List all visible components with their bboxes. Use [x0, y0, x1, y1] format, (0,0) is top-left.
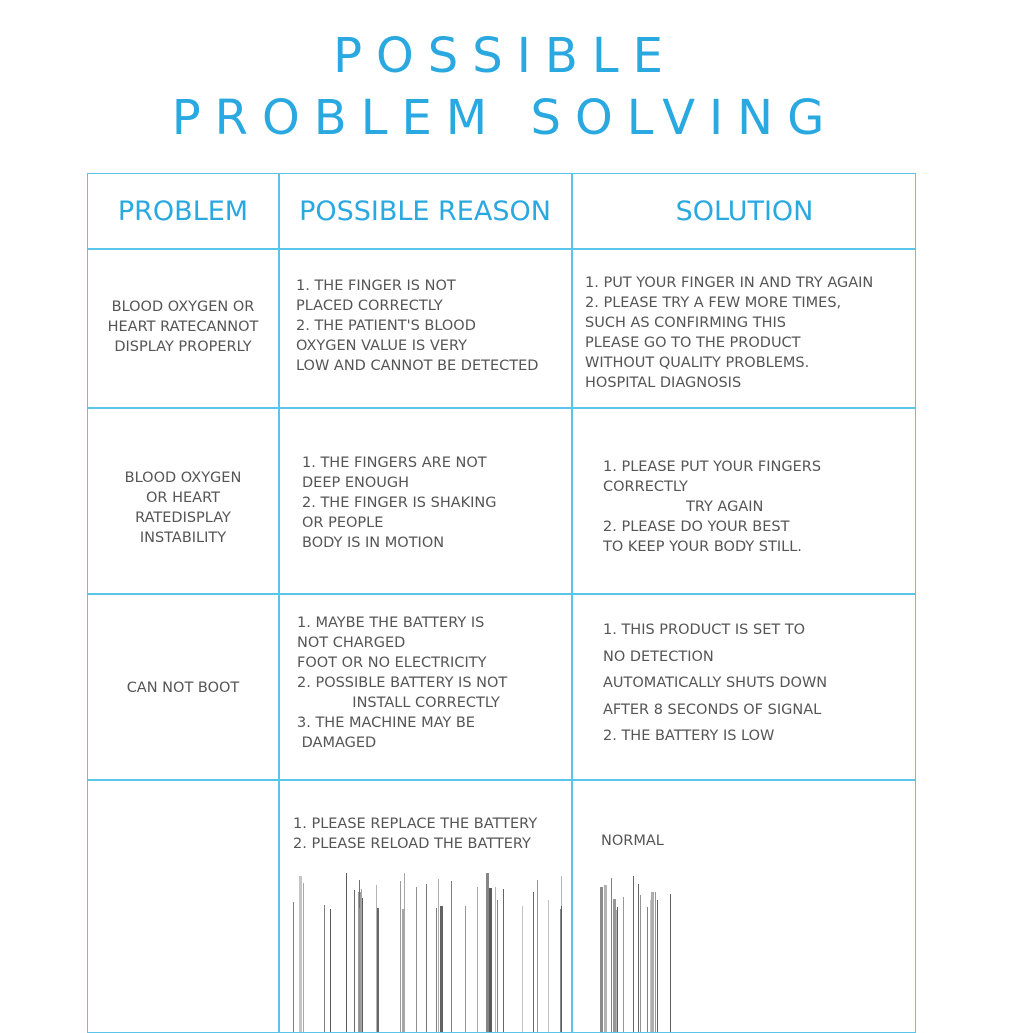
stripe [633, 876, 634, 1032]
row-4-reason: 1. PLEASE REPLACE THE BATTERY 2. PLEASE RELOAD THE BATTERY [293, 816, 538, 852]
row-1-solution: 1. PUT YOUR FINGER IN AND TRY AGAIN 2. PLEASE TRY A FEW MORE TIMES, SUCH AS CONFIRMING THIS PLEASE GO TO THE PRODUCT WITHOUT QUALITY PROBLEMS. HOSPITAL DIAGNOSIS [585, 275, 874, 391]
stripe [416, 887, 417, 1032]
stripe [362, 898, 363, 1032]
stripe [617, 907, 618, 1032]
row-divider [88, 779, 915, 781]
stripe [548, 900, 549, 1032]
stripe [651, 892, 654, 1032]
column-divider [571, 174, 573, 1032]
title-line-1: POSSIBLE [333, 28, 677, 84]
troubleshooting-table [87, 173, 916, 1033]
stripe [537, 880, 538, 1032]
title-line-2: PROBLEM SOLVING [171, 90, 839, 146]
stripe [503, 889, 504, 1032]
stripe [495, 887, 496, 1032]
row-2-problem: BLOOD OXYGEN OR HEART RATEDISPLAY INSTABILITY [124, 470, 242, 546]
stripe [533, 892, 534, 1032]
stripe [354, 890, 355, 1032]
stripe [299, 876, 302, 1032]
column-divider [278, 174, 280, 1032]
stripe [293, 902, 294, 1032]
stripe [647, 907, 648, 1032]
stripe [640, 895, 641, 1032]
stripe [611, 878, 612, 1032]
row-1-problem: BLOOD OXYGEN OR HEART RATECANNOT DISPLAY PROPERLY [107, 299, 259, 355]
stripe [346, 873, 347, 1032]
row-2-solution: 1. PLEASE PUT YOUR FINGERS CORRECTLY TRY AGAIN 2. PLEASE DO YOUR BEST TO KEEP YOUR BODY STILL. [603, 459, 822, 555]
stripe [623, 897, 624, 1032]
stripe [655, 892, 656, 1032]
barcode-artifact [600, 872, 680, 1032]
header-problem: PROBLEM [117, 196, 249, 227]
stripe [657, 900, 658, 1032]
stripe [477, 887, 478, 1032]
stripe [324, 905, 325, 1032]
stripe [451, 881, 452, 1032]
row-4-solution: NORMAL [601, 833, 664, 849]
stripe [600, 887, 603, 1032]
row-1-reason: 1. THE FINGER IS NOT PLACED CORRECTLY 2. THE PATIENT'S BLOOD OXYGEN VALUE IS VERY LOW AND CANNOT BE DETECTED [296, 278, 539, 374]
stripe [330, 909, 331, 1032]
stripe [465, 906, 466, 1032]
stripe [400, 881, 401, 1032]
stripe [489, 888, 492, 1032]
row-3-solution: 1. THIS PRODUCT IS SET TO NO DETECTION AUTOMATICALLY SHUTS DOWN AFTER 8 SECONDS OF SIGNAL 2. THE BATTERY IS LOW [603, 622, 828, 744]
row-divider [88, 407, 915, 409]
row-3-problem: CAN NOT BOOT [126, 680, 240, 696]
header-possible-reason: POSSIBLE REASON [299, 196, 551, 227]
header-solution: SOLUTION [675, 196, 814, 227]
stripe [438, 879, 439, 1032]
stripe [359, 908, 360, 1032]
row-2-reason: 1. THE FINGERS ARE NOT DEEP ENOUGH 2. THE FINGER IS SHAKING OR PEOPLE BODY IS IN MOTION [302, 455, 497, 551]
barcode-artifact [293, 872, 568, 1032]
stripe [561, 906, 562, 1032]
row-divider [88, 593, 915, 595]
row-3-reason: 1. MAYBE THE BATTERY IS NOT CHARGED FOOT OR NO ELECTRICITY 2. POSSIBLE BATTERY IS NOT INSTALL CORRECTLY 3. THE MACHINE MAY BE DAMAGED [297, 615, 508, 751]
stripe [440, 906, 443, 1032]
stripe [522, 906, 523, 1032]
stripe [670, 894, 671, 1032]
stripe [361, 889, 362, 1032]
stripe [436, 908, 437, 1032]
stripe [402, 909, 405, 1032]
stripe [497, 900, 498, 1032]
